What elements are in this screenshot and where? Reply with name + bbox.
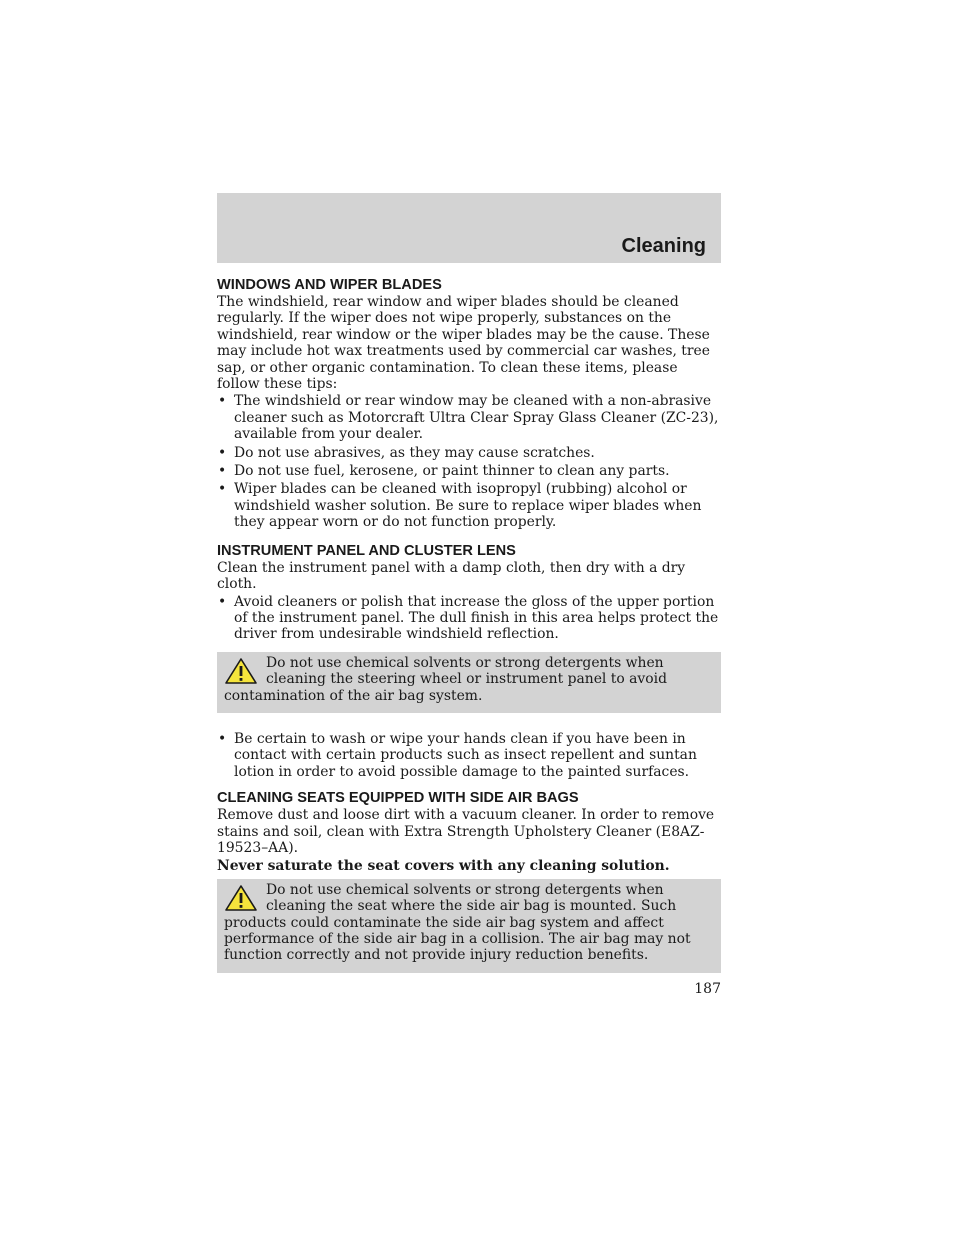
list-item: • Do not use abrasives, as they may cause scratches. — [218, 444, 595, 461]
page-content — [217, 276, 721, 973]
warning-triangle-icon — [224, 657, 258, 687]
list-item: • Avoid cleaners or polish that increase the gloss of the upper portion of the instrument panel. The dull finish in this area helps protect the driver from undesirable windshield reflection. — [218, 593, 719, 643]
tips-list-windows — [217, 393, 721, 530]
section-intro-instrument-panel: Clean the instrument panel with a damp cloth, then dry with a dry cloth. — [217, 559, 686, 593]
warning-box-instrument-panel — [217, 652, 721, 713]
warning-box-seats — [217, 879, 721, 973]
section-heading-windows: WINDOWS AND WIPER BLADES — [217, 277, 442, 293]
section-intro-windows: The windshield, rear window and wiper blades should be cleaned regularly. If the wiper does not wipe properly, substances on the windshield, rear window or the wiper blades may be the cause. These may include hot wax treatments used by commercial car washes, tree sap, or other organic contamination. To clean these items, please follow these tips: — [217, 294, 710, 393]
section-intro-seats: Remove dust and loose dirt with a vacuum cleaner. In order to remove stains and soil, clean with Extra Strength Upholstery Cleaner (E8AZ-19523–AA). — [217, 807, 715, 856]
bold-notice: Never saturate the seat covers with any cleaning solution. — [217, 858, 670, 875]
warning-text: Do not use chemical solvents or strong detergents when cleaning the seat where the side air bag is mounted. Such products could contaminate the side air bag system and affect performance of the side air bag in a collision. The air bag may not function correctly and not provide injury reduction benefits. — [224, 881, 691, 964]
tips-list-instrument-panel-after — [217, 731, 721, 780]
list-item: • Be certain to wash or wipe your hands clean if you have been in contact with certain products such as insect repellent and suntan lotion in order to avoid possible damage to the painted surfaces. — [218, 730, 697, 780]
list-item: • The windshield or rear window may be cleaned with a non-abrasive cleaner such as Motorcraft Ultra Clear Spray Glass Cleaner (ZC-23), available from your dealer. — [218, 393, 719, 443]
section-heading-seats: CLEANING SEATS EQUIPPED WITH SIDE AIR BAGS — [217, 790, 579, 807]
warning-triangle-icon — [224, 884, 258, 914]
section-header — [217, 193, 721, 263]
page-title: Cleaning — [621, 235, 706, 257]
page-number: 187 — [694, 981, 721, 997]
warning-text: Do not use chemical solvents or strong detergents when cleaning the steering wheel or instrument panel to avoid contamination of the air bag system. — [224, 654, 667, 704]
tips-list-instrument-panel — [217, 594, 721, 643]
section-heading-instrument-panel: INSTRUMENT PANEL AND CLUSTER LENS — [217, 542, 516, 559]
list-item: • Wiper blades can be cleaned with isopropyl (rubbing) alcohol or windshield washer solution. Be sure to replace wiper blades when they appear worn or do not function properly. — [218, 481, 702, 531]
list-item: • Do not use fuel, kerosene, or paint thinner to clean any parts. — [218, 463, 670, 480]
